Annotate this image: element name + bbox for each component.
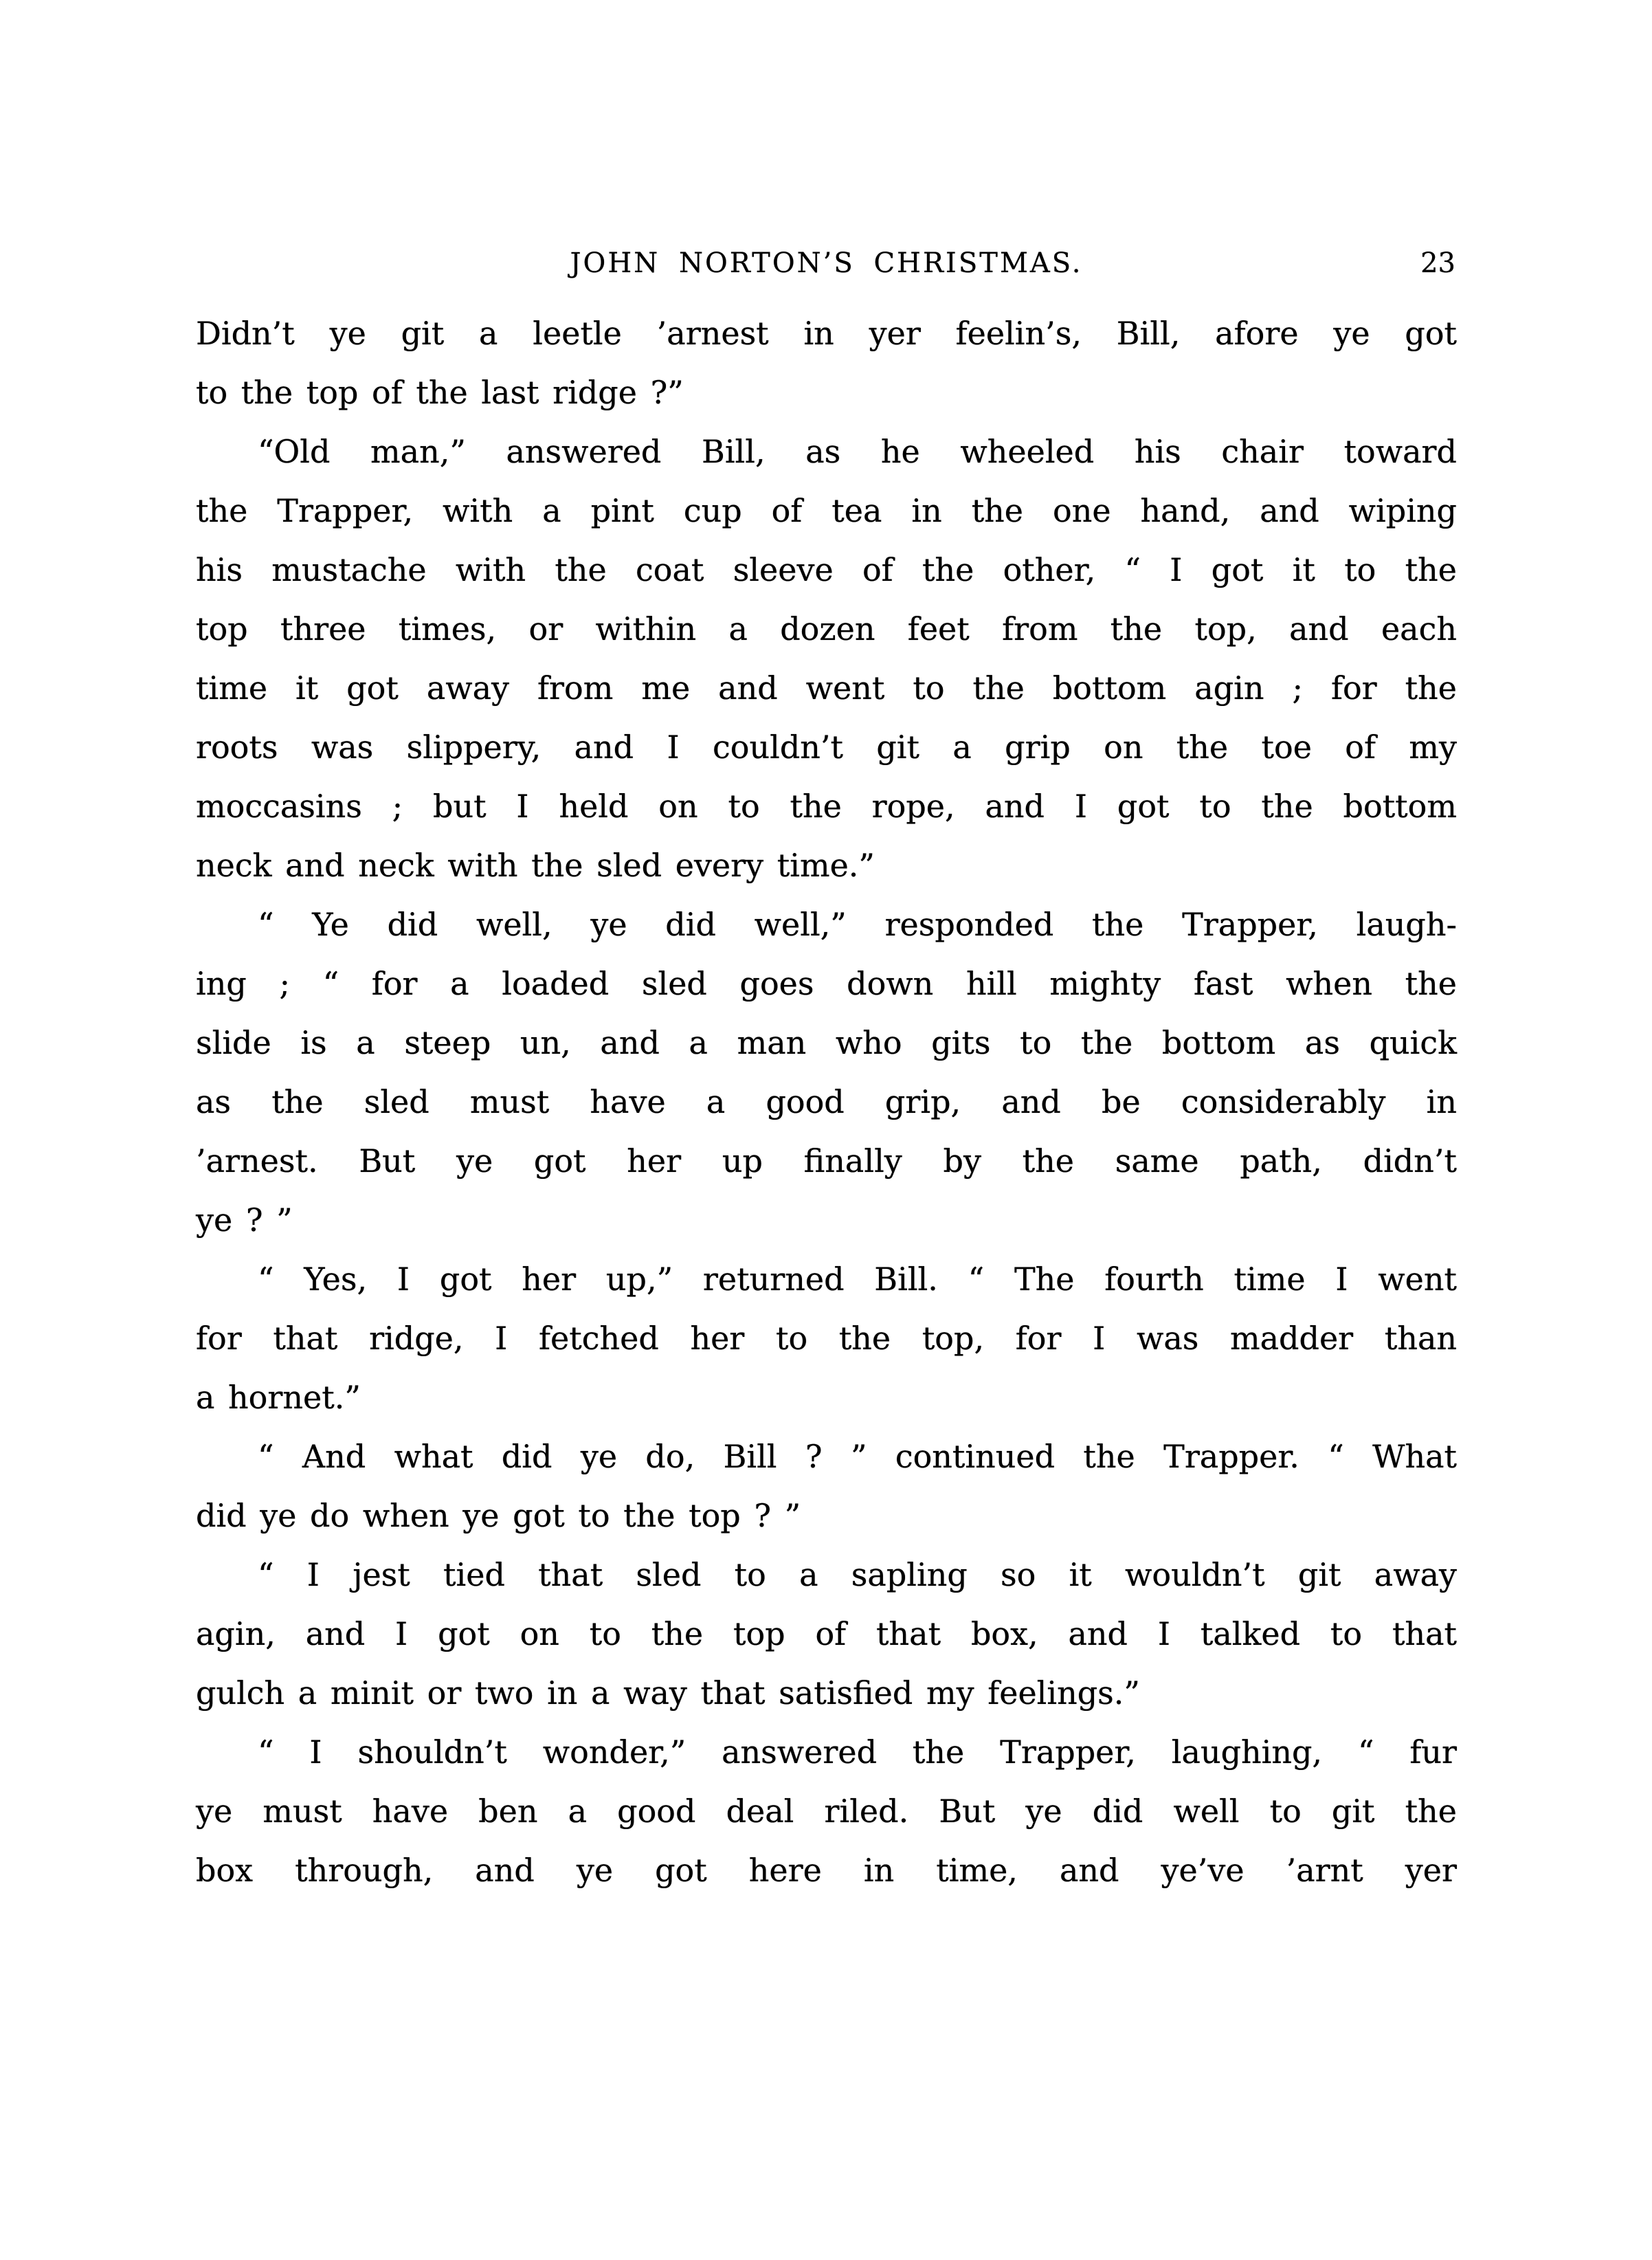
text-line: neck and neck with the sled every time.” — [196, 847, 875, 884]
paragraph — [196, 1250, 1457, 1427]
paragraph — [196, 1722, 1457, 1900]
text-line: ye must have ben a good deal riled. But ye did well to git the — [196, 1793, 1457, 1830]
text-line: gulch a minit or two in a way that satisfied my feelings.” — [196, 1674, 1140, 1711]
running-head — [196, 246, 1457, 280]
text-line: for that ridge, I fetched her to the top, for I was madder than — [196, 1320, 1457, 1357]
text-line: ing ; “ for a loaded sled goes down hill mighty fast when the — [196, 965, 1457, 1002]
paragraph — [196, 895, 1457, 1250]
page-title: JOHN NORTON’S CHRISTMAS. — [570, 247, 1083, 279]
text-line: a hornet.” — [196, 1379, 361, 1416]
paragraph — [196, 304, 1457, 422]
text-line: “ Ye did well, ye did well,” responded the Trapper, laugh- — [258, 906, 1457, 943]
text-line: “ Yes, I got her up,” returned Bill. “ The fourth time I went — [258, 1261, 1457, 1298]
text-line: “ I jest tied that sled to a sapling so it wouldn’t git away — [258, 1556, 1457, 1593]
text-line: moccasins ; but I held on to the rope, and I got to the bottom — [196, 788, 1457, 825]
text-line: box through, and ye got here in time, and ye’ve ’arnt yer — [196, 1852, 1457, 1889]
text-line: top three times, or within a dozen feet from the top, and each — [196, 610, 1457, 647]
text-line: his mustache with the coat sleeve of the other, “ I got it to the — [196, 551, 1457, 588]
text-line: did ye do when ye got to the top ? ” — [196, 1497, 801, 1534]
text-line: to the top of the last ridge ?” — [196, 374, 684, 411]
page-number: 23 — [1420, 247, 1455, 279]
text-line: time it got away from me and went to the bottom agin ; for the — [196, 669, 1457, 707]
text-line: ye ? ” — [196, 1201, 293, 1239]
paragraph — [196, 1427, 1457, 1545]
text-line: the Trapper, with a pint cup of tea in the one hand, and wiping — [196, 492, 1457, 529]
text-line: slide is a steep un, and a man who gits to the bottom as quick — [196, 1024, 1457, 1061]
paragraph — [196, 422, 1457, 895]
text-line: agin, and I got on to the top of that box, and I talked to that — [196, 1615, 1457, 1652]
text-line: “ And what did ye do, Bill ? ” continued the Trapper. “ What — [258, 1438, 1457, 1475]
text-line: Didn’t ye git a leetle ’arnest in yer feelin’s, Bill, afore ye got — [196, 315, 1457, 352]
text-line: ’arnest. But ye got her up finally by the same path, didn’t — [196, 1142, 1457, 1179]
body-text — [196, 304, 1457, 1900]
text-line: roots was slippery, and I couldn’t git a grip on the toe of my — [196, 729, 1457, 766]
paragraph — [196, 1545, 1457, 1722]
text-line: as the sled must have a good grip, and be considerably in — [196, 1083, 1457, 1120]
text-line: “Old man,” answered Bill, as he wheeled his chair toward — [258, 433, 1457, 470]
text-line: “ I shouldn’t wonder,” answered the Trapper, laughing, “ fur — [258, 1733, 1457, 1771]
